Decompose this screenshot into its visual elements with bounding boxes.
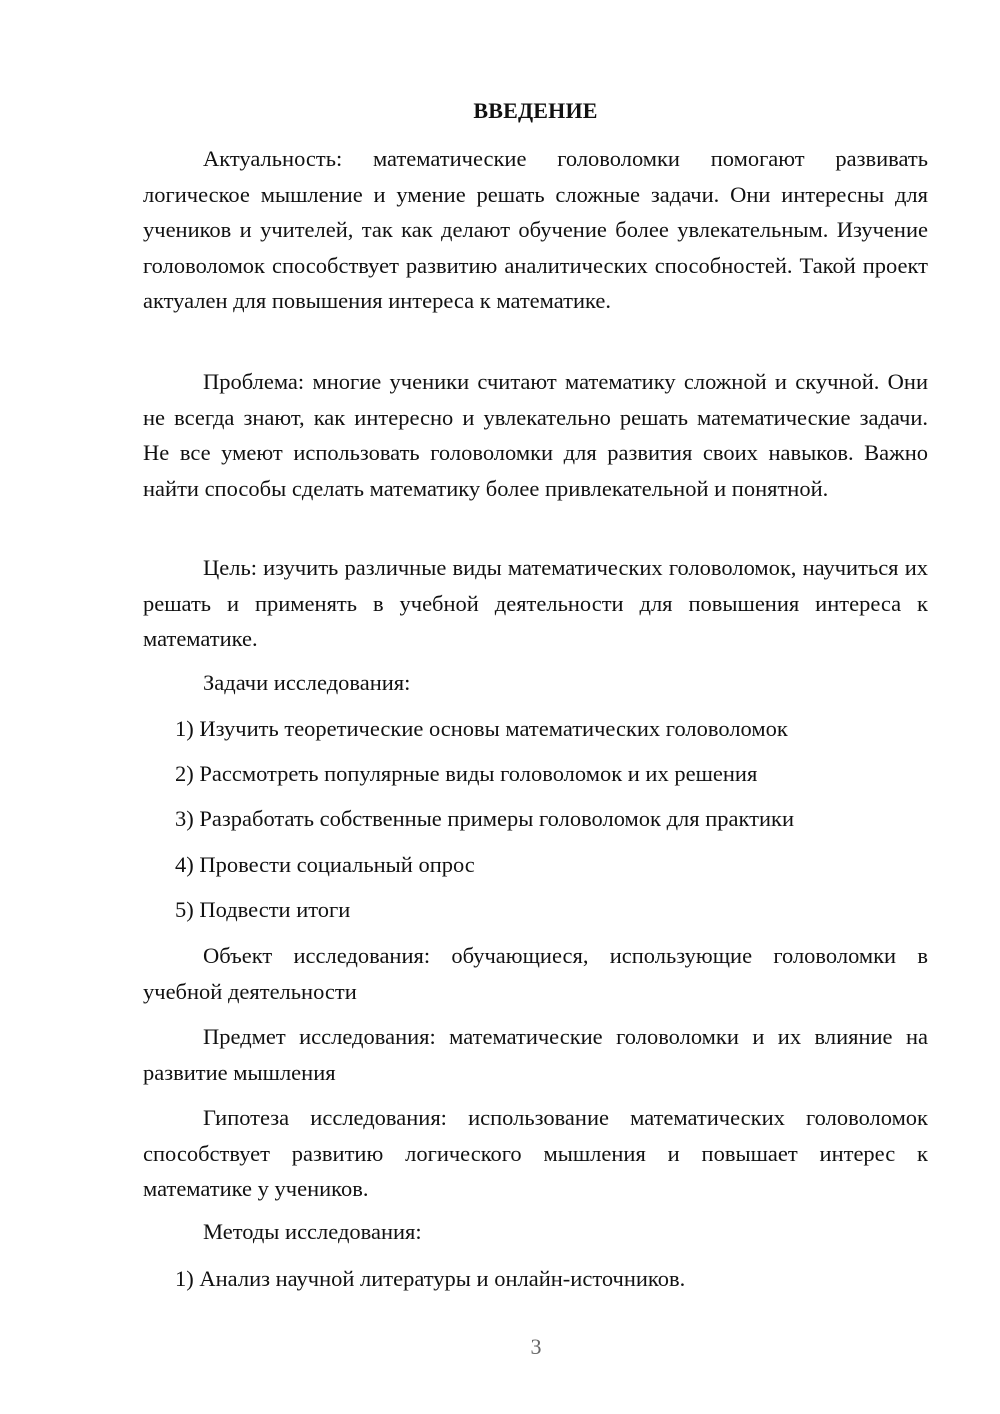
relevance-paragraph: Актуальность: математические головоломки помогают развивать логическое мышление и умение решать сложные задачи. Они интересны для учеников и учителей, так как делают обучение более увлекательным. Изучение головоломок способствует развитию аналитических способностей. Такой проект актуален для повышения интереса к математике. <box>143 146 928 314</box>
page-number: 3 <box>530 1334 542 1359</box>
task-item: 2) Рассмотреть популярные виды головоломок и их решения <box>175 761 758 786</box>
task-item: 1) Изучить теоретические основы математических головоломок <box>175 716 788 741</box>
subject-paragraph: Предмет исследования: математические головоломки и их влияние на развитие мышления <box>143 1024 928 1085</box>
tasks-title: Задачи исследования: <box>203 670 411 695</box>
task-item: 3) Разработать собственные примеры головоломок для практики <box>175 806 794 831</box>
section-heading: ВВЕДЕНИЕ <box>473 98 598 123</box>
task-item: 5) Подвести итоги <box>175 897 351 922</box>
object-paragraph: Объект исследования: обучающиеся, использующие головоломки в учебной деятельности <box>143 943 928 1004</box>
method-item: 1) Анализ научной литературы и онлайн-источников. <box>175 1266 686 1291</box>
hypothesis-paragraph: Гипотеза исследования: использование математических головоломок способствует развитию логического мышления и повышает интерес к математике у учеников. <box>143 1105 928 1202</box>
goal-paragraph: Цель: изучить различные виды математических головоломок, научиться их решать и применять в учебной деятельности для повышения интереса к математике. <box>143 555 928 652</box>
problem-paragraph: Проблема: многие ученики считают математику сложной и скучной. Они не всегда знают, как интересно и увлекательно решать математические задачи. Не все умеют использовать головоломки для развития своих навыков. Важно найти способы сделать математику более привлекательной и понятной. <box>143 369 928 501</box>
task-item: 4) Провести социальный опрос <box>175 852 475 877</box>
methods-title: Методы исследования: <box>203 1219 422 1244</box>
